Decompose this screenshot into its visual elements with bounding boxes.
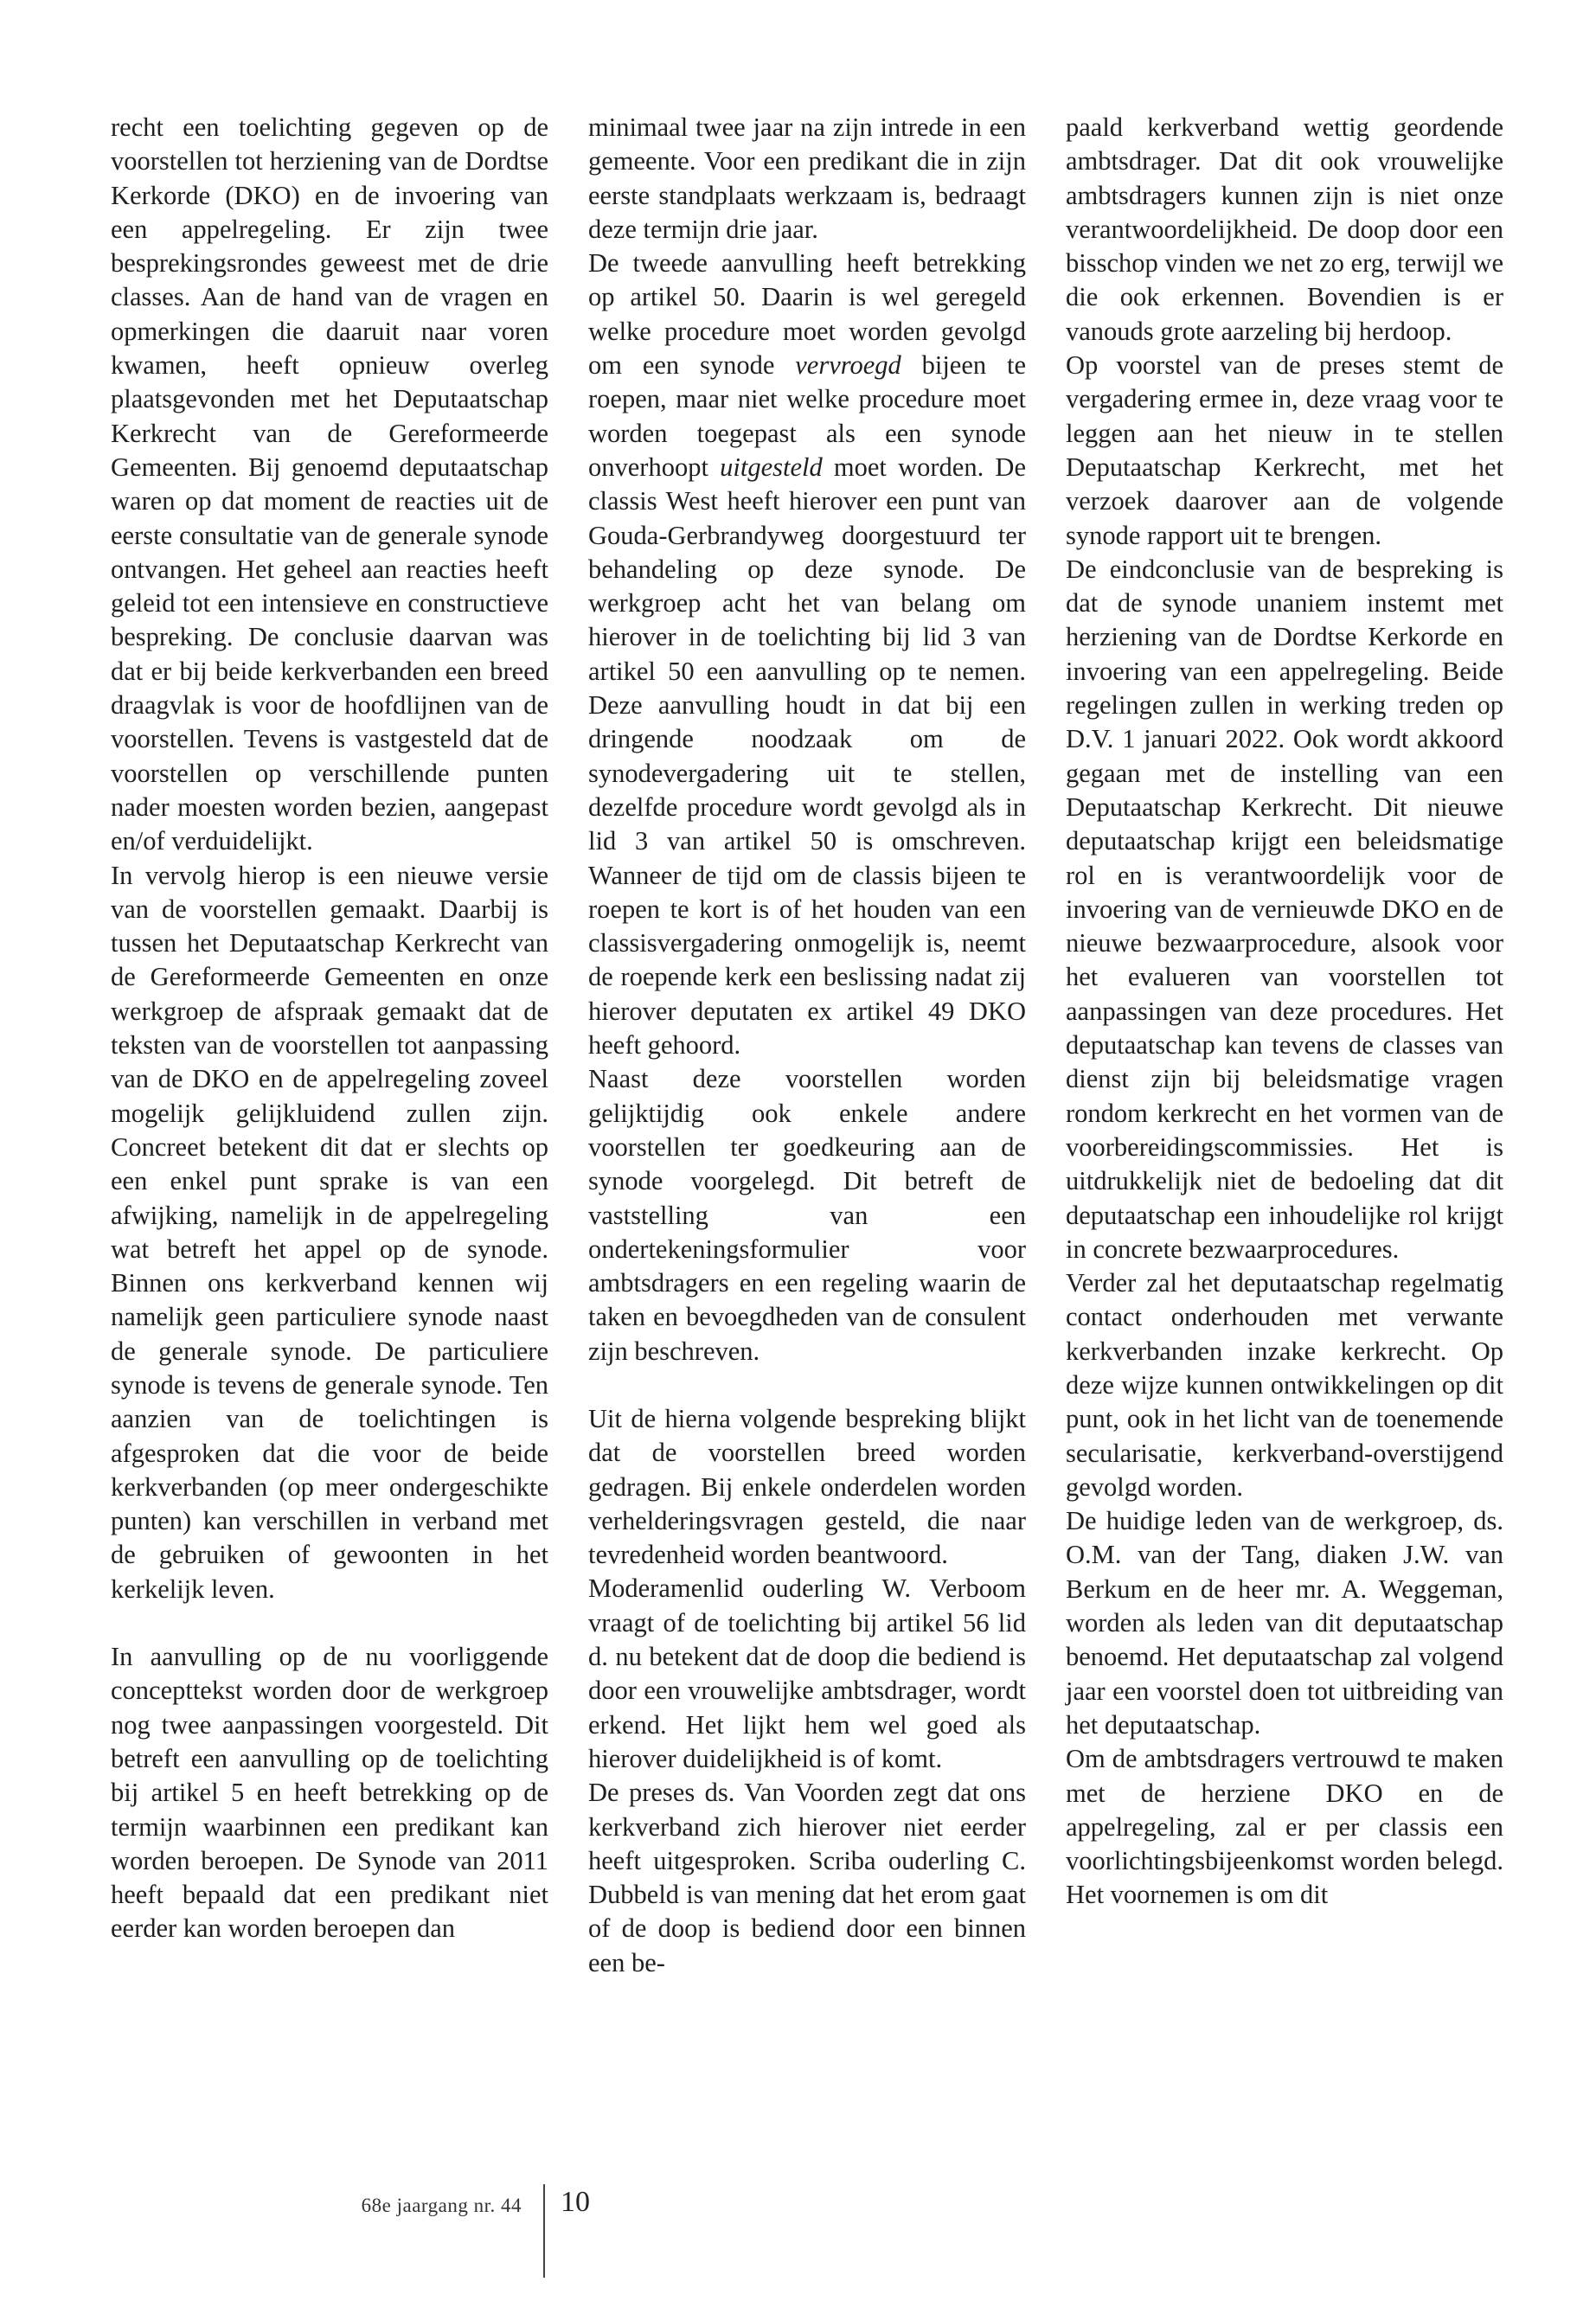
column-3 (1066, 111, 1503, 2126)
column-1 (111, 111, 548, 2126)
paragraph: recht een toelichting gegeven op de voorstellen tot herziening van de Dordtse Kerkorde (DKO) en de invoering van een appelregeling. Er zijn twee besprekingsrondes geweest met de drie classes. Aan de hand van de vragen en opmerkingen die daaruit naar voren kwamen, heeft opnieuw overleg plaatsgevonden met het Deputaatschap Kerkrecht van de Gereformeerde Gemeenten. Bij genoemd deputaatschap waren op dat moment de reacties uit de eerste consultatie van de generale synode ontvangen. Het geheel aan reacties heeft geleid tot een intensieve en constructieve bespreking. De conclusie daarvan was dat er bij beide kerkverbanden een breed draagvlak is voor de hoofdlijnen van de voorstellen. Tevens is vastgesteld dat de voorstellen op verschillende punten nader moesten worden bezien, aangepast en/of verduidelijkt. (111, 112, 548, 856)
text-run: bijeen te roepen, maar niet welke procedure moet worden toegepast als een synode onverhoopt (588, 350, 1026, 482)
paragraph: Verder zal het deputaatschap regelmatig contact onderhouden met verwante kerkverbanden inzake kerkrecht. Op deze wijze kunnen ontwikkelingen op dit punt, ook in het licht van de toenemende secularisatie, kerkverband-overstijgend gevolgd worden. (1066, 1268, 1503, 1502)
page-footer (0, 2184, 1596, 2288)
emphasis-vervroegd: vervroegd (795, 350, 901, 381)
paragraph: De huidige leden van de werkgroep, ds. O.M. van der Tang, diaken J.W. van Berkum en de heer mr. A. Weggeman, worden als leden van dit deputaatschap benoemd. Het deputaatschap zal volgend jaar een voorstel doen tot uitbreiding van het deputaatschap. (1066, 1506, 1503, 1740)
paragraph: minimaal twee jaar na zijn intrede in een gemeente. Voor een predikant die in zijn eerste standplaats werkzaam is, bedraagt deze termijn drie jaar. (588, 112, 1026, 244)
footer-divider (543, 2184, 545, 2278)
text-run: De tweede aanvulling heeft betrekking op artikel 50. Daarin is wel geregeld welke procedure moet worden gevolgd om een synode (588, 248, 1026, 381)
paragraph: Op voorstel van de preses stemt de vergadering ermee in, deze vraag voor te leggen aan het nieuw in te stellen Deputaatschap Kerkrecht, met het verzoek daarover aan de volgende synode rapport uit te brengen. (1066, 350, 1503, 550)
paragraph (588, 247, 1026, 1062)
paragraph: Naast deze voorstellen worden gelijktijdig ook enkele andere voorstellen ter goedkeuring aan de synode voorgelegd. Dit betreft de vaststelling van een ondertekeningsformulier voor ambtsdragers en een regeling waarin de taken en bevoegdheden van de consulent zijn beschreven. (588, 1064, 1026, 1366)
paragraph: In vervolg hierop is een nieuwe versie van de voorstellen gemaakt. Daarbij is tussen het Deputaatschap Kerkrecht van de Gereformeerde Gemeenten en onze werkgroep de afspraak gemaakt dat de teksten van de voorstellen tot aanpassing van de DKO en de appelregeling zoveel mogelijk gelijkluidend zullen zijn. Concreet betekent dit dat er slechts op een enkel punt sprake is van een afwijking, namelijk in de appelregeling wat betreft het appel op de synode. Binnen ons kerkverband kennen wij namelijk geen particuliere synode naast de generale synode. De particuliere synode is tevens de generale synode. Ten aanzien van de toelichtingen is afgesproken dat die voor de beide kerkverbanden (op meer ondergeschikte punten) kan verschillen in verband met de gebruiken of gewoonten in het kerkelijk leven. (111, 860, 548, 1604)
paragraph: Moderamenlid ouderling W. Verboom vraagt of de toelichting bij artikel 56 lid d. nu betekent dat de doop die bediend is door een vrouwelijke ambtsdrager, wordt erkend. Het lijkt hem wel goed als hierover duidelijkheid is of komt. (588, 1574, 1026, 1773)
paragraph: Om de ambtsdragers vertrouwd te maken met de herziene DKO en de appelregeling, zal er per classis een voorlichtingsbijeenkomst worden belegd. Het voornemen is om dit (1066, 1744, 1503, 1910)
journal-issue: 68e jaargang nr. 44 (361, 2195, 522, 2216)
text-columns (111, 111, 1503, 2126)
paragraph: Uit de hierna volgende bespreking blijkt dat de voorstellen breed worden gedragen. Bij enkele onderdelen worden verhelderingsvragen gesteld, die naar tevredenheid worden beantwoord. (588, 1403, 1026, 1570)
paragraph: De preses ds. Van Voorden zegt dat ons kerkverband zich hierover niet eerder heeft uitgesproken. Scriba ouderling C. Dubbeld is van mening dat het erom gaat of de doop is bediend door een binnen een be- (588, 1778, 1026, 1977)
column-2 (588, 111, 1026, 2126)
paragraph: In aanvulling op de nu voorliggende concepttekst worden door de werkgroep nog twee aanpassingen voorgesteld. Dit betreft een aanvulling op de toelichting bij artikel 5 en heeft betrekking op de termijn waarbinnen een predikant kan worden beroepen. De Synode van 2011 heeft bepaald dat een predikant niet eerder kan worden beroepen dan (111, 1642, 548, 1944)
emphasis-uitgesteld: uitgesteld (720, 452, 823, 482)
paragraph: De eindconclusie van de bespreking is dat de synode unaniem instemt met herziening van de Dordtse Kerkorde en invoering van een appelregeling. Beide regelingen zullen in werking treden op D.V. 1 januari 2022. Ook wordt akkoord gegaan met de instelling van een Deputaatschap Kerkrecht. Dit nieuwe deputaatschap krijgt een beleidsmatige rol en is verantwoordelijk voor de invoering van de vernieuwde DKO en de nieuwe bezwaarprocedure, alsook voor het evalueren van voorstellen tot aanpassingen van deze procedures. Het deputaatschap kan tevens de classes van dienst zijn bij beleidsmatige vragen rondom kerkrecht en het vormen van de voorbereidingscommissies. Het is uitdrukkelijk niet de bedoeling dat dit deputaatschap een inhoudelijke rol krijgt in concrete bezwaarprocedures. (1066, 554, 1503, 1264)
text-run: moet worden. De classis West heeft hierover een punt van Gouda-Gerbrandyweg doorgestuurd ter behandeling op deze synode. De werkgroep acht het van belang om hierover in de toelichting bij lid 3 van artikel 50 een aanvulling op te nemen. Deze aanvulling houdt in dat bij een dringende noodzaak om de synodevergadering uit te stellen, dezelfde procedure wordt gevolgd als in lid 3 van artikel 50 is omschreven. Wanneer de tijd om de classis bijeen te roepen te kort is of het houden van een classisvergadering onmogelijk is, neemt de roepende kerk een beslissing nadat zij hierover deputaten ex artikel 49 DKO heeft gehoord. (588, 452, 1026, 1061)
paragraph: paald kerkverband wettig geordende ambtsdrager. Dat dit ook vrouwelijke ambtsdragers kunnen zijn is niet onze verantwoordelijkheid. De doop door een bisschop vinden we net zo erg, terwijl we die ook erkennen. Bovendien is er vanouds grote aarzeling bij herdoop. (1066, 112, 1503, 346)
page-number: 10 (561, 2186, 590, 2218)
